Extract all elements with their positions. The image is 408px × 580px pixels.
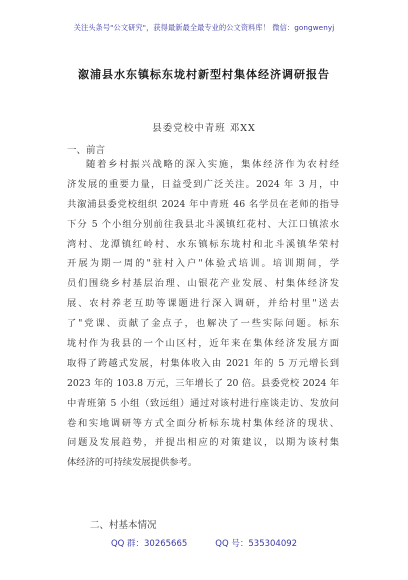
body-line: 济发展的重要力量，日益受到广泛关注。2024 年 3 月，中 — [67, 178, 339, 190]
body-line: 了"党课、贡献了金点子，也解决了一些实际问题。标东 — [67, 318, 339, 330]
body-line: 体经济的可持续发展提供参考。 — [67, 457, 198, 469]
author-line: 县委党校中青班 邓XX — [152, 123, 256, 134]
body-line: 湾村、龙潭镇红岭村、水东镇标东垅村和北斗溪镇华荣村 — [67, 238, 339, 250]
body-line: 取得了跨越式发展，村集体收入由 2021 年的 5 万元增长到 — [67, 357, 339, 369]
body-line: 卷和实地调研等方式全面分析标东垅村集体经济的现状、 — [67, 417, 339, 429]
body-line: 展、农村养老互助等课题进行深入调研，并给村里"送去 — [67, 298, 339, 310]
body-line: 垅村作为我县的一个山区村，近年来在集体经济发展方面 — [67, 338, 339, 350]
body-line: 问题及发展趋势，并提出相应的对策建议，以期为该村集 — [67, 437, 339, 449]
body-line: 随着乡村振兴战略的深入实施，集体经济作为农村经 — [86, 159, 339, 170]
body-paragraph — [67, 155, 339, 473]
document-title: 溆浦县水东镇标东垅村新型村集体经济调研报告 — [78, 68, 330, 81]
body-line: 员们围绕乡村基层治理、山银花产业发展、村集体经济发 — [67, 278, 339, 290]
body-line: 下分 5 个小组分别前往我县北斗溪镇红花村、大江口镇浓水 — [67, 218, 339, 230]
body-line: 中青班第 5 小组（致远组）通过对该村进行座谈走访、发放问 — [67, 397, 339, 409]
body-line: 共溆浦县委党校组织 2024 年中青班 46 名学员在老师的指导 — [67, 198, 339, 210]
header-note: 关注头条号"公文研究"，获得最新最全最专业的公文资料库！ 微信：gongwenyj — [73, 23, 335, 32]
section-heading-preface: 一、前言 — [67, 145, 106, 156]
section-heading-village-overview: 二、村基本情况 — [90, 520, 157, 531]
footer-qq-number[interactable]: QQ 号：535304092 — [215, 539, 298, 549]
body-line: 开展为期一周的"驻村入户"体验式培训。培训期间，学 — [67, 258, 339, 270]
body-line: 2023 年的 103.8 万元，三年增长了 20 倍。县委党校 2024 年 — [67, 377, 339, 389]
footer-contact — [0, 537, 408, 549]
footer-qq-group[interactable]: QQ 群：30265665 — [110, 539, 188, 549]
